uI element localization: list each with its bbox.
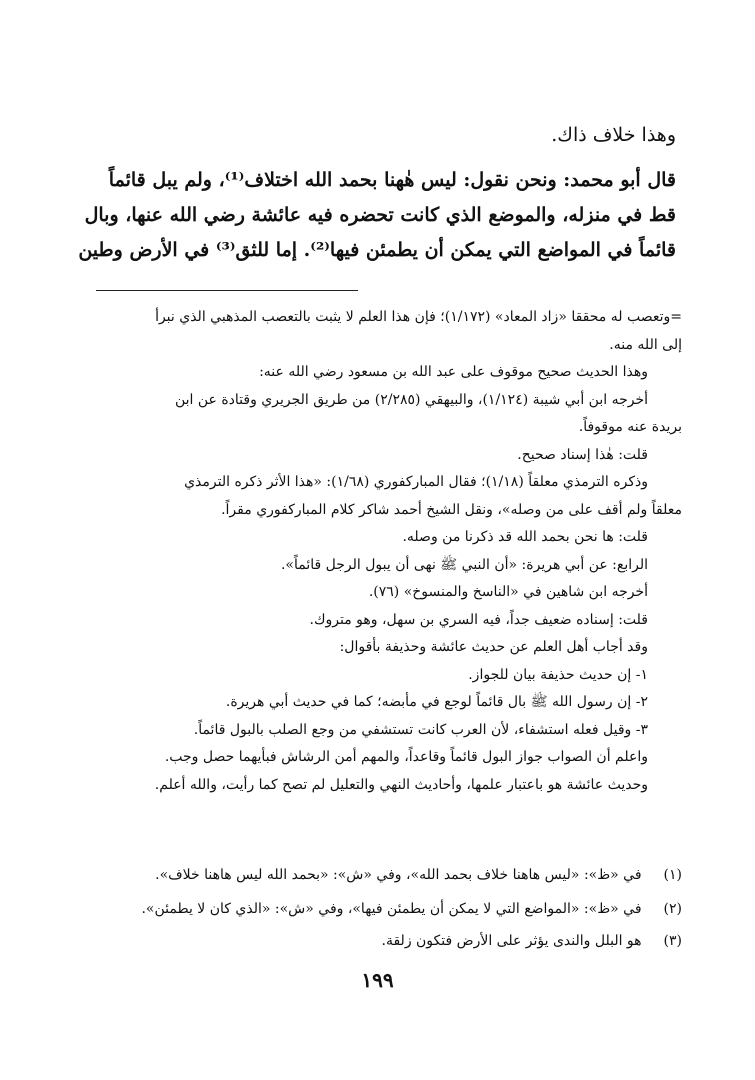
footnote-text: في «ظ»: «ليس هاهنا خلاف بحمد الله»، وفي «ش»: «بحمد الله ليس هاهنا خلاف». [155,867,642,883]
note-line: واعلم أن الصواب جواز البول قائماً وقاعداً، والمهم أمن الرشاش فبأيهما حصل وجب. [164,749,648,765]
note-line: وذكره الترمذي معلقاً (١/١٨)؛ فقال المباركفوري (١/٦٨): «هذا الأثر ذكره الترمذي [184,474,648,490]
footnote-text: هو البلل والندى يؤثر على الأرض فتكون زلقة. [381,933,642,949]
note-line: قلت: إسناده ضعيف جداً، فيه السري بن سهل، وهو متروك. [309,611,648,628]
note-line: ٣- وقيل فعله استشفاء، لأن العرب كانت تستشفي من وجع الصلب بالبول قائماً. [193,721,648,738]
main-text-block [78,118,676,268]
footnote-separator-rule [96,290,358,291]
footnote-number: (١) [663,867,682,883]
footnote-number: (٣) [663,933,682,949]
footnote-text: في «ظ»: «المواضع التي لا يمكن أن يطمئن فيها»، وفي «ش»: «الذي كان لا يطمئن». [141,901,642,917]
commentary-notes [70,304,682,799]
note-line: معلقاً ولم أقف على من وصله»، ونقل الشيخ أحمد شاكر كلام المباركفوري مقراً. [221,501,682,518]
footnote-2 [62,896,682,922]
note-line: بريدة عنه موقوفاً. [578,419,682,435]
main-paragraph-line: قائماً في المواضع التي يمكن أن يطمئن فيها⁽²⁾. إما للثق⁽³⁾ في الأرض وطين [78,239,676,261]
footnote-3 [62,928,682,954]
note-line: وحديث عائشة هو باعتبار علمها، وأحاديث النهي والتعليل لم تصح كما رأيت، والله أعلم. [154,776,648,793]
note-line: قلت: هٰذا إسناد صحيح. [517,446,648,463]
main-text-line: وهذا خلاف ذاك. [551,124,676,146]
note-line: =وتعصب له محققا «زاد المعاد» (١/١٧٢)؛ فإن هذا العلم لا يثبت بالتعصب المذهبي الذي نبرأ [155,309,682,325]
footnote-number: (٢) [663,901,682,917]
page-number: ١٩٩ [361,968,394,992]
note-line: وقد أجاب أهل العلم عن حديث عائشة وحذيفة بأقوال: [339,639,648,655]
footnote-1 [62,862,682,888]
main-paragraph-line: قط في منزله، والموضع الذي كانت تحضره فيه عائشة رضي الله عنها، وبال [84,204,676,226]
note-line: إلى الله منه. [609,336,682,353]
note-line: أخرجه ابن أبي شيبة (١/١٢٤)، والبيهقي (٢/٢٨٥) من طريق الجريري وقتادة عن ابن [174,391,648,408]
note-line: ٢- إن رسول الله ﷺ بال قائماً لوجع في مأبضه؛ كما في حديث أبي هريرة. [225,694,648,710]
note-line: أخرجه ابن شاهين في «الناسخ والمنسوخ» (٧٦). [368,584,648,600]
note-line: الرابع: عن أبي هريرة: «أن النبي ﷺ نهى أن يبول الرجل قائماً». [280,556,648,573]
note-line: قلت: ها نحن بحمد الله قد ذكرنا من وصله. [402,529,648,545]
note-line: ١- إن حديث حذيفة بيان للجواز. [468,666,648,683]
main-paragraph-line: قال أبو محمد: ونحن نقول: ليس هٰهنا بحمد الله اختلاف⁽¹⁾، ولم يبل قائماً [108,169,676,191]
note-line: وهذا الحديث صحيح موقوف على عبد الله بن مسعود رضي الله عنه: [259,364,648,380]
